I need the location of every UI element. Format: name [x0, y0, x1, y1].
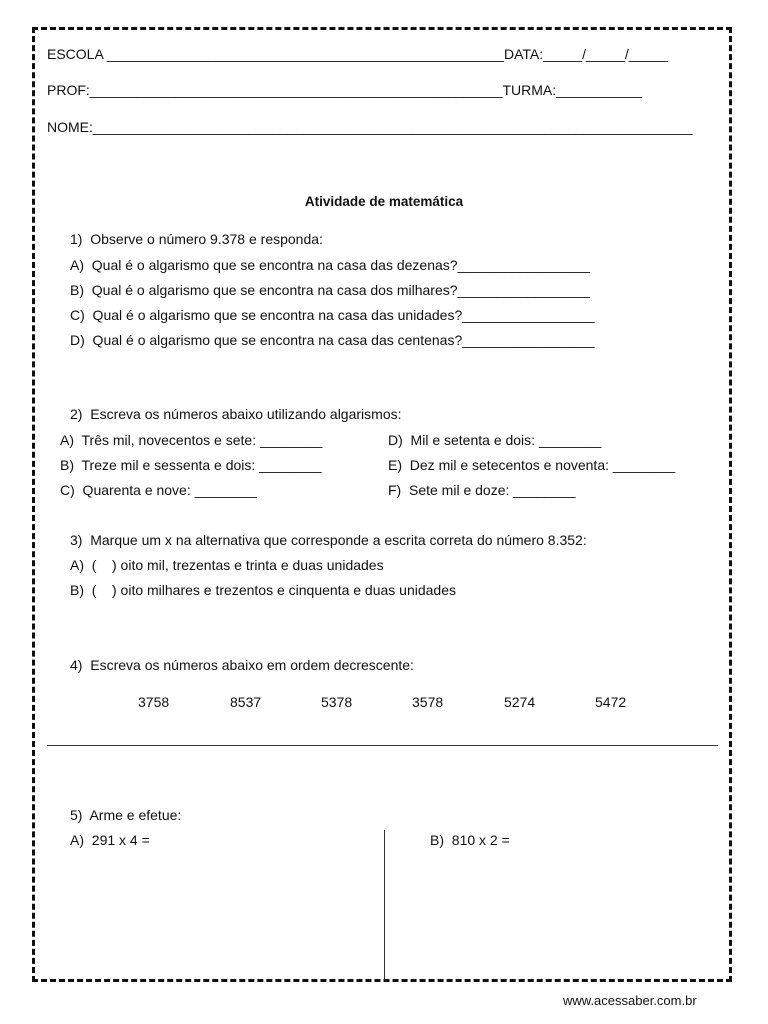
q2-item-c: C) Quarenta e nove: ________: [60, 482, 257, 498]
q2-prompt: 2) Escreva os números abaixo utilizando algarismos:: [70, 406, 402, 422]
q5-item-a: A) 291 x 4 =: [70, 832, 150, 848]
q4-number: 5472: [595, 694, 627, 710]
q4-prompt: 4) Escreva os números abaixo em ordem decrescente:: [70, 657, 414, 673]
q4-number: 3578: [412, 694, 444, 710]
prof-line: PROF:_____________________________________________________TURMA:___________: [47, 82, 642, 98]
answer-line: [47, 745, 718, 746]
q4-number: 8537: [230, 694, 262, 710]
escola-line: ESCOLA ___________________________________________________DATA:_____/_____/_____: [47, 46, 668, 62]
q2-item-b: B) Treze mil e sessenta e dois: ________: [60, 457, 322, 473]
q4-number: 3758: [138, 694, 170, 710]
column-divider: [384, 830, 385, 980]
q2-item-f: F) Sete mil e doze: ________: [388, 482, 576, 498]
q5-item-b: B) 810 x 2 =: [430, 832, 510, 848]
q5-prompt: 5) Arme e efetue:: [70, 807, 182, 823]
nome-line: NOME:_____________________________________________________________________________: [47, 119, 693, 135]
q1-item-d: D) Qual é o algarismo que se encontra na casa das centenas?_________________: [70, 332, 595, 348]
footer-url: www.acessaber.com.br: [563, 993, 697, 1008]
page-title: Atividade de matemática: [304, 194, 464, 209]
q3-option-a: A) ( ) oito mil, trezentas e trinta e duas unidades: [70, 557, 384, 573]
q3-option-b: B) ( ) oito milhares e trezentos e cinquenta e duas unidades: [70, 582, 456, 598]
q1-prompt: 1) Observe o número 9.378 e responda:: [70, 231, 323, 247]
q2-item-a: A) Três mil, novecentos e sete: ________: [60, 432, 323, 448]
q1-item-b: B) Qual é o algarismo que se encontra na casa dos milhares?_________________: [70, 282, 590, 298]
q2-item-e: E) Dez mil e setecentos e noventa: ________: [388, 457, 676, 473]
q1-item-a: A) Qual é o algarismo que se encontra na casa das dezenas?_________________: [70, 257, 590, 273]
q1-item-c: C) Qual é o algarismo que se encontra na casa das unidades?_________________: [70, 307, 595, 323]
q4-number: 5378: [321, 694, 353, 710]
q4-number: 5274: [504, 694, 536, 710]
q2-item-d: D) Mil e setenta e dois: ________: [388, 432, 602, 448]
q3-prompt: 3) Marque um x na alternativa que corresponde a escrita correta do número 8.352:: [70, 532, 587, 548]
